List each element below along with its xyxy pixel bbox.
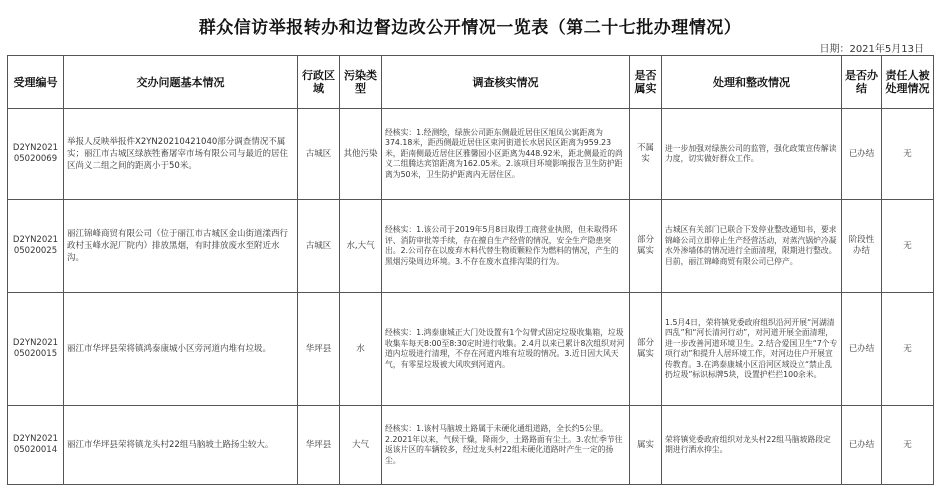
cell-accountable: 无 [882,293,934,406]
header-id: 受理编号 [8,56,64,109]
cell-closed: 已办结 [842,293,882,406]
table-row [8,293,934,406]
cell-accountable: 无 [882,200,934,293]
table-row [8,406,934,485]
cell-issue: 丽江市华坪县荣将镇龙头村22组马脑坡土路扬尘较大。 [64,406,298,485]
table-row [8,200,934,293]
cell-pollution: 水 [340,293,382,406]
table-header-row [8,56,934,109]
cell-pollution: 水,大气 [340,200,382,293]
cell-accountable: 无 [882,406,934,485]
header-handling: 处理和整改情况 [662,56,842,109]
petition-table [7,55,934,485]
header-accountable: 责任人被处理情况 [882,56,934,109]
document-title: 群众信访举报转办和边督边改公开情况一览表（第二十七批办理情况） [198,18,742,38]
cell-closed: 已办结 [842,406,882,485]
cell-verified: 不属实 [630,109,662,200]
cell-closed: 已办结 [842,109,882,200]
cell-id: D2YN202105020014 [8,406,64,485]
cell-investigation: 经核实：1.经测绘，绿族公司距东侧最近居住区旭凤公寓距离为374.18米，距西侧最近居住区束河街道长水居民区距离为959.23米，距南侧最近居住区雅馨园小区距离为448.92米，距北侧最近的尚义二组腾达宾馆距离为162.05米。2.该项目环境影响报告卫生防护距离为50米，卫生防护距离内无居住区。 [382,109,630,200]
cell-pollution: 其他污染 [340,109,382,200]
table-row [8,109,934,200]
cell-accountable: 无 [882,109,934,200]
cell-district: 古城区 [298,200,340,293]
cell-district: 华坪县 [298,406,340,485]
header-closed: 是否办结 [842,56,882,109]
header-pollution: 污染类型 [340,56,382,109]
cell-verified: 部分属实 [630,200,662,293]
cell-handling: 荣将镇党委政府组织对龙头村22组马脑坡路段定期进行洒水抑尘。 [662,406,842,485]
cell-district: 华坪县 [298,293,340,406]
cell-issue: 举报人反映举报件X2YN20210421040部分调查情况不属实；丽江市古城区绿族牲畜屠宰市场有限公司与最近的居住区尚义二组之间的距离小于50米。 [64,109,298,200]
cell-investigation: 经核实：1.鸿泰康城正大门处设置有1个勾臂式固定垃圾收集箱，垃圾收集车每天8:00至8:30定时进行收集。2.4月以来已累计8次组织对河道内垃圾进行清理，不存在河道内堆有垃圾的情况。3.近日因大风天气，有零星垃圾被大风吹到河道内。 [382,293,630,406]
cell-id: D2YN202105020015 [8,293,64,406]
cell-closed: 阶段性办结 [842,200,882,293]
cell-district: 古城区 [298,109,340,200]
header-district: 行政区域 [298,56,340,109]
cell-id: D2YN202105020025 [8,200,64,293]
document-date: 日期：2021年5月13日 [819,44,924,55]
cell-pollution: 大气 [340,406,382,485]
header-verified: 是否属实 [630,56,662,109]
cell-investigation: 经核实：1.该公司于2019年5月8日取得工商营业执照，但未取得环评、消防审批等手续，存在擅自生产经营的情况，安全生产隐患突出。2.公司存在以废弃木料代替生物质颗粒作为燃料的情况，产生的黑烟污染周边环境。3.不存在废水直排沟渠的行为。 [382,200,630,293]
cell-verified: 部分属实 [630,293,662,406]
header-issue: 交办问题基本情况 [64,56,298,109]
cell-handling: 1.5月4日，荣将镇党委政府组织沿河开展“河湖清四乱”和“河长清河行动”，对河道开展全面清理，进一步改善河道环境卫生。2.结合爱国卫生“7个专项行动”和提升人居环境工作，对河边住户开展宣传教育。3.在鸿泰康城小区沿河区域设立“禁止乱扔垃圾”标识标牌5块，设置护栏拦100余米。 [662,293,842,406]
cell-handling: 古城区有关部门已联合下发停业整改通知书，要求锦峰公司立即停止生产经营活动，对蒸汽锅炉冷凝水外渗墙体的情况进行全面清理，限期进行整改。目前，丽江锦峰商贸有限公司已停产。 [662,200,842,293]
cell-id: D2YN202105020069 [8,109,64,200]
cell-handling: 进一步加强对绿族公司的监管，强化政策宣传解读力度，切实做好群众工作。 [662,109,842,200]
cell-investigation: 经核实：1.该村马脑坡土路属于未硬化通组道路，全长约5公里。2.2021年以来，气候干燥，降雨少，土路路面有尘土。3.农忙季节往返该片区的车辆较多，经过龙头村22组未硬化道路时产生一定的扬尘。 [382,406,630,485]
cell-issue: 丽江市华坪县荣将镇鸿泰康城小区旁河道内堆有垃圾。 [64,293,298,406]
header-investigation: 调查核实情况 [382,56,630,109]
cell-verified: 属实 [630,406,662,485]
cell-issue: 丽江锦峰商贸有限公司（位于丽江市古城区金山街道漾西行政村玉峰水泥厂院内）排放黑烟，有时排放废水至附近水沟。 [64,200,298,293]
